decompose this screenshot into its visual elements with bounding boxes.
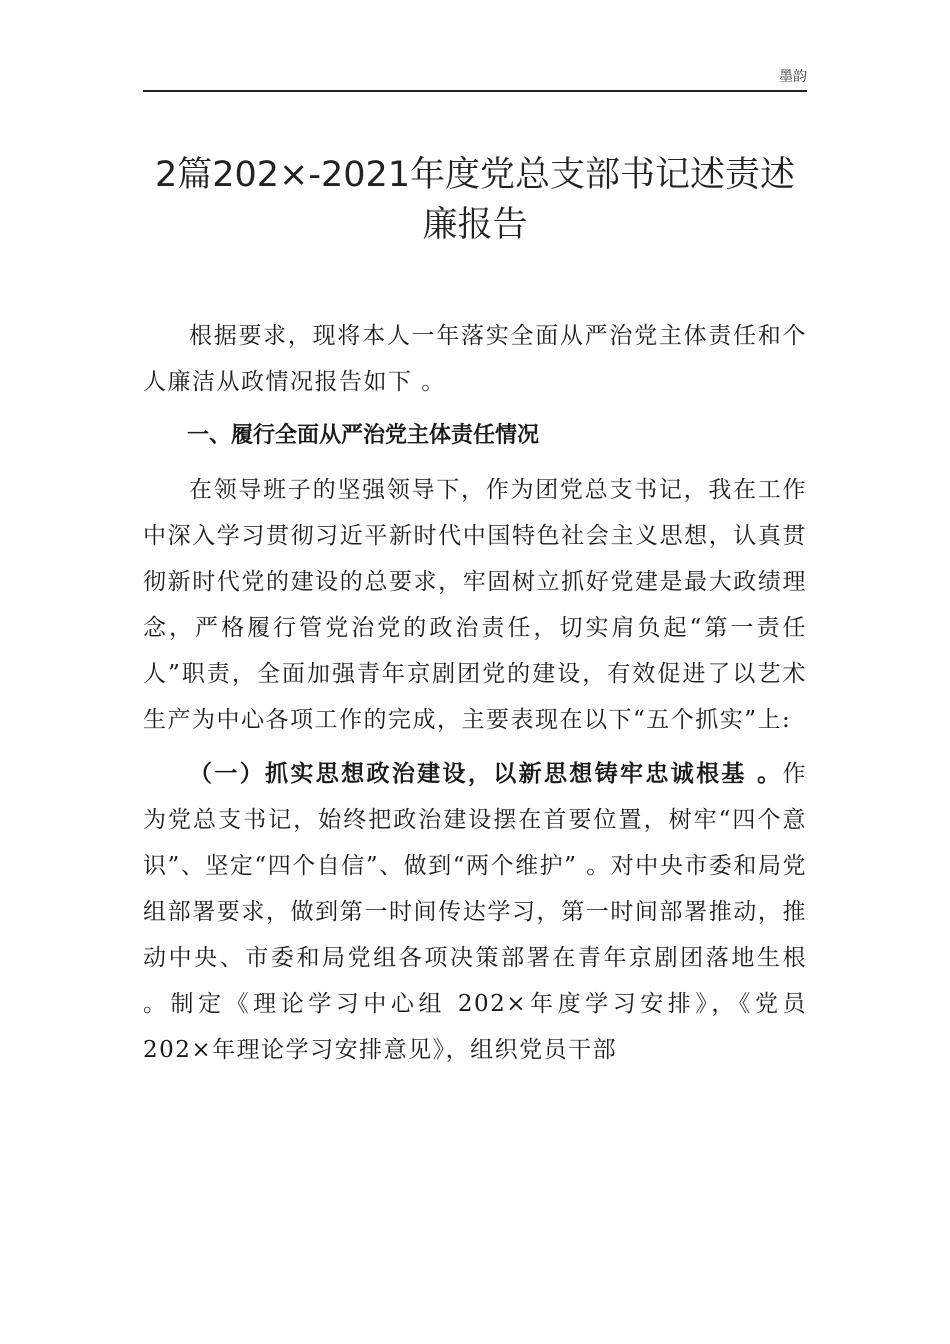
subsection-text: 作为党总支书记，始终把政治建设摆在首要位置，树牢“四个意识”、坚定“四个自信”、做到“两个维护” 。对中央市委和局党组部署要求，做到第一时间传达学习，第一时间部署推动，推动中央、市委和局党组各项决策部署在青年京剧团落地生根 。制定《理论学习中心组 202×年度学习安排》，《党员 202×年理论学习安排意见》，组织党员干部 (143, 761, 807, 1063)
page-header (143, 62, 807, 92)
document-title: 2篇202×-2021年度党总支部书记述责述廉报告 (154, 155, 796, 245)
header-brand: 墨韵 (779, 69, 807, 85)
document-body (143, 313, 807, 1073)
section-paragraph: 在领导班子的坚强领导下，作为团党总支书记，我在工作中深入学习贯彻习近平新时代中国特色社会主义思想，认真贯彻新时代党的建设的总要求，牢固树立抓好党建是最大政绩理念，严格履行管党治党的政治责任，切实肩负起“第一责任人”职责，全面加强青年京剧团党的建设，有效促进了以艺术生产为中心各项工作的完成，主要表现在以下“五个抓实”上: (143, 477, 807, 733)
subsection-paragraph (143, 751, 807, 1073)
subsection-lead: （一）抓实思想政治建设，以新思想铸牢忠诚根基 。 (189, 761, 783, 787)
intro-paragraph: 根据要求，现将本人一年落实全面从严治党主体责任和个人廉洁从政情况报告如下 。 (143, 323, 807, 395)
section-heading: 一、履行全面从严治党主体责任情况 (187, 423, 540, 448)
